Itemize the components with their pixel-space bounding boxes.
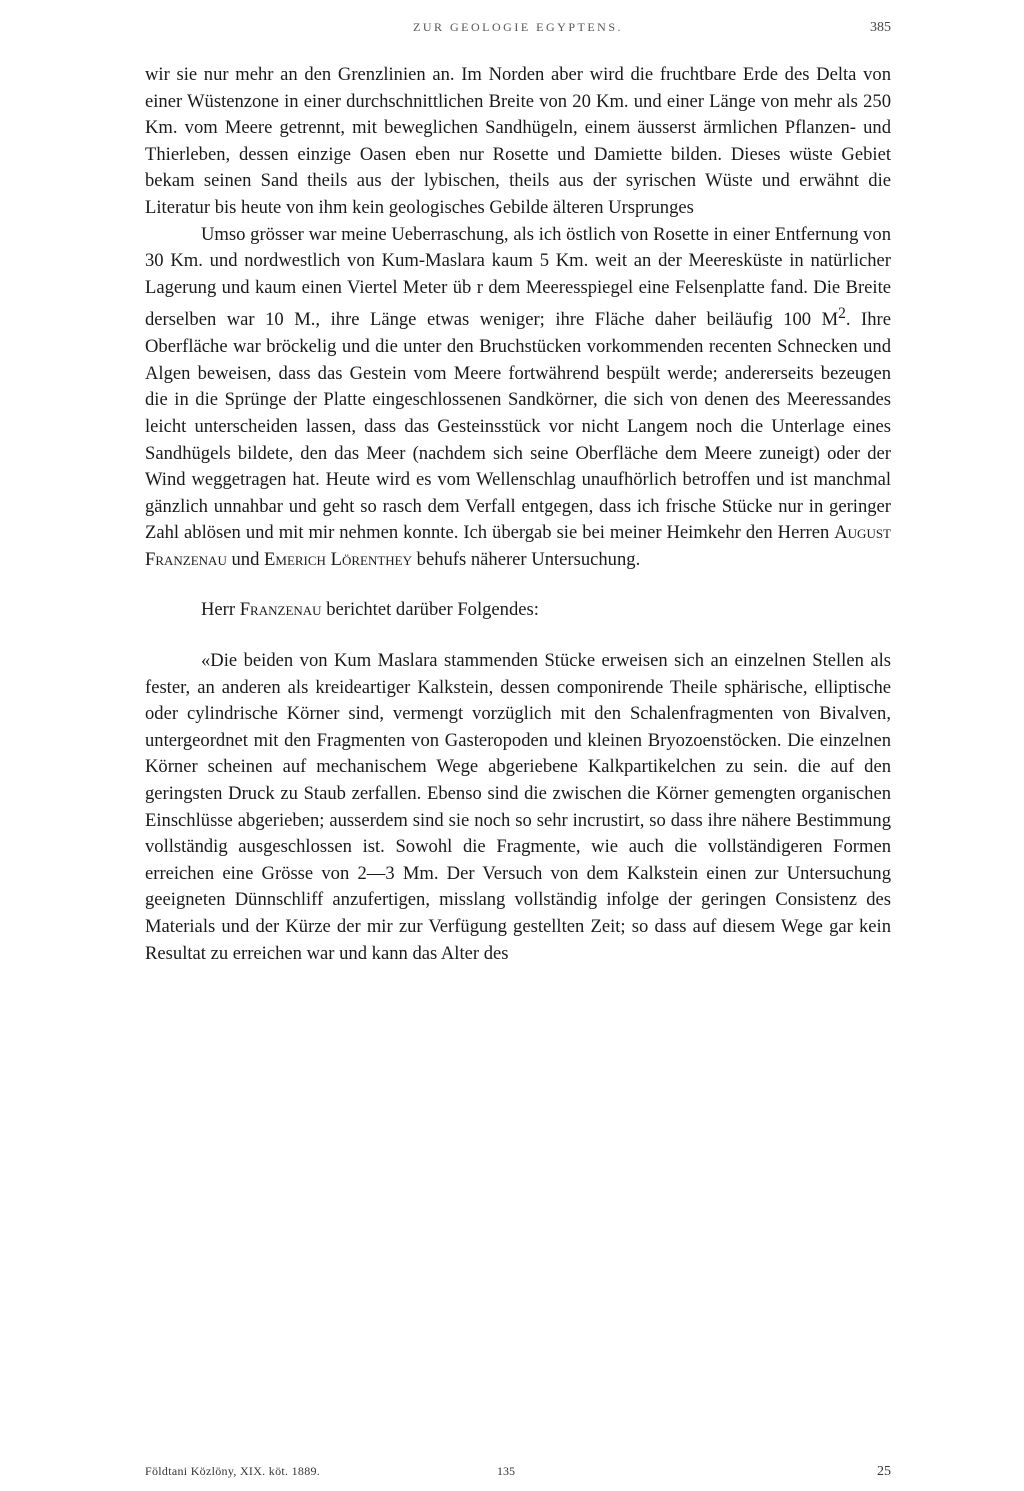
paragraph-3 xyxy=(145,597,891,624)
person-name-lorenthey: Emerich Lörenthey xyxy=(264,548,413,570)
person-name-franzenau: August Franzenau xyxy=(145,522,891,570)
paragraph-2-part-a: Umso grösser war meine Ueberraschung, als ich östlich von Rosette in einer Entfernung von 30 Km. und nordwestlich von Kum-Maslara kaum 5 Km. weit an der Meeresküste in natürlicher Lagerung und kaum einen Viertel Meter üb r dem Meeresspiegel eine Felsenplatte fand. Die Breite derselben war 10 M., ihre Länge etwas weniger; ihre Fläche daher beiläufig 100 M xyxy=(145,223,891,331)
paragraph-2-part-c: und xyxy=(226,548,265,570)
paragraph-gap xyxy=(145,624,891,648)
running-title: ZUR GEOLOGIE EGYPTENS. xyxy=(413,20,623,34)
person-name-franzenau-2: Franzenau xyxy=(239,599,322,621)
page-footer xyxy=(145,1464,891,1484)
paragraph-2-part-d: behufs näherer Untersuchung. xyxy=(412,548,641,570)
quotation-paragraph: «Die beiden von Kum Maslara stammenden Stücke erweisen sich an einzelnen Stellen als fester, an anderen als kreideartiger Kalkstein, dessen componirende Theile sphärische, elliptische oder cylindrische Körner sind, vermengt vorzüglich mit den Schalenfragmenten von Bivalven, untergeordnet mit den Fragmenten von Gasteropoden und kleinen Bryozoenstöcken. Die einzelnen Körner scheinen auf mechanischem Wege abgeriebene Kalkpartikelchen zu sein. die auf den geringsten Druck zu Staub zerfallen. Ebenso sind die zwischen die Körner gemengten organischen Einschlüsse abgerieben; ausserdem sind sie noch so sehr incrustirt, so dass ihre nähere Bestimmung vollständig ausgeschlossen ist. Sowohl die Fragmente, wie auch die vollständigeren Formen erreichen eine Grösse von 2—3 Mm. Der Versuch von dem Kalkstein einen zur Untersuchung geeigneten Dünnschliff anzufertigen, misslang vollständig infolge der geringen Consistenz des Materials und der Kürze der mir zur Verfügung gestellten Zeit; so dass auf diesem Wege gar kein Resultat zu erreichen war und kann das Alter des xyxy=(145,650,891,964)
paragraph-2-part-b: . Ihre Oberfläche war bröckelig und die unter den Bruchstücken vorkommenden recenten Schnecken und Algen beweisen, dass das Gestein vom Meere fortwährend bespült werde; andererseits bezeugen die in die Sprünge der Platte eingeschlossenen Sandkörner, die sich von denen des Meeressandes leicht unterscheiden lassen, dass das Gesteinsstück vor nicht Langem noch die Unterlage eines Sandhügels bildete, den das Meer (nachdem sich seine Oberfläche dem Meere zuneigt) oder der Wind weggetragen hat. Heute wird es vom Wellenschlag unaufhörlich betroffen und ist manchmal gänzlich unnahbar und geht so rasch dem Verfall entgegen, dass ich frische Stücke nur in geringer Zahl ablösen und mit mir nehmen konnte. Ich übergab sie bei meiner Heimkehr den Herren xyxy=(145,309,891,544)
paragraph-3-part-b: berichtet darüber Folgendes: xyxy=(321,599,539,621)
paragraph-1: wir sie nur mehr an den Grenzlinien an. Im Norden aber wird die fruchtbare Erde des Delta von einer Wüstenzone in einer durchschnittlichen Breite von 20 Km. und einer Länge von mehr als 250 Km. vom Meere getrennt, mit beweglichen Sandhügeln, einem äusserst ärmlichen Pflanzen- und Thierleben, dessen einzige Oasen eben nur Rosette und Damiette bilden. Dieses wüste Gebiet bekam seinen Sand theils aus der lybischen, theils aus der syrischen Wüste und erwähnt die Literatur bis heute von ihm kein geologisches Gebilde älteren Ursprunges xyxy=(145,64,891,218)
running-head xyxy=(145,20,891,44)
page-number: 385 xyxy=(870,20,891,35)
journal-reference: Földtani Közlöny, XIX. köt. 1889. xyxy=(145,1464,321,1478)
superscript-2: 2 xyxy=(838,305,846,323)
body-text xyxy=(145,62,891,967)
footer-mark: 135 xyxy=(497,1464,515,1478)
paragraph-gap xyxy=(145,573,891,597)
paragraph-3-part-a: Herr xyxy=(201,599,240,621)
paragraph-2 xyxy=(145,222,891,574)
signature-mark: 25 xyxy=(877,1464,891,1479)
